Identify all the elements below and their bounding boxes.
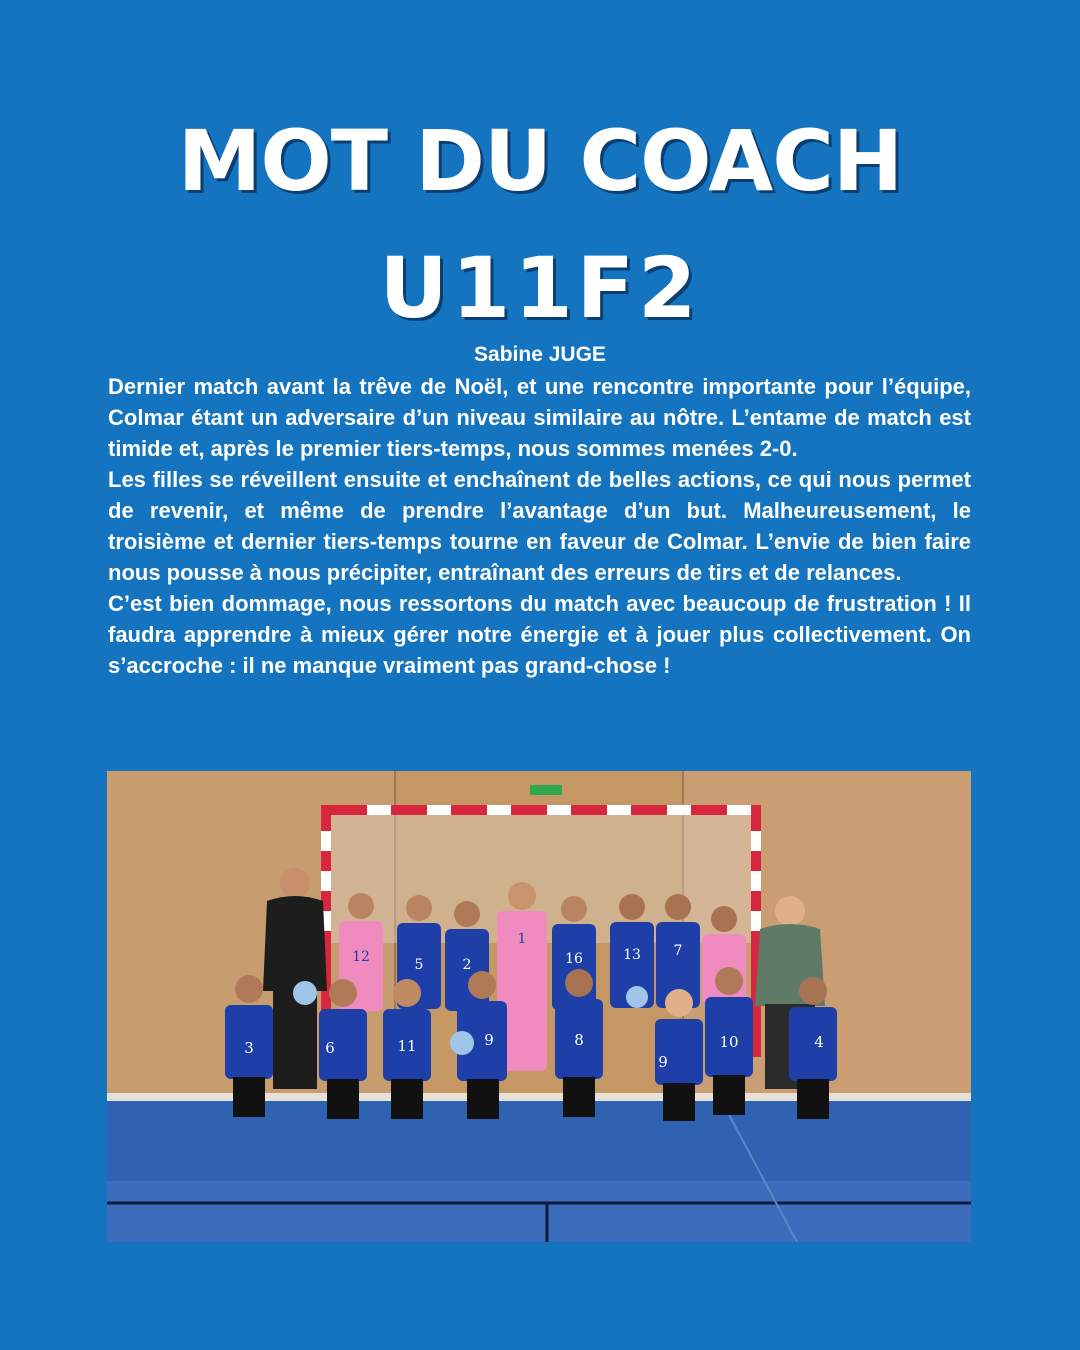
goal-stripe <box>751 911 761 931</box>
svg-text:6: 6 <box>325 1039 335 1057</box>
goal-stripe <box>751 871 761 891</box>
goal-stripe <box>321 831 331 851</box>
svg-text:4: 4 <box>814 1033 824 1051</box>
photo-floor-shade <box>107 1181 971 1242</box>
paragraph: Les filles se réveillent ensuite et enchaînent de belles actions, ce qui nous permet de revenir, et même de prendre l’avantage d’un but. Malheureusement, le troisième et dernier tiers-temps tourne en faveur de Colmar. L’envie de bien faire nous pousse à nous précipiter, entraînant des erreurs de tirs et de relances. <box>108 467 971 585</box>
team-photo-illustration <box>107 771 971 1242</box>
goal-stripe <box>367 805 391 815</box>
handball <box>293 981 317 1005</box>
svg-text:9: 9 <box>484 1031 494 1049</box>
goal-stripe <box>427 805 451 815</box>
author-name: Sabine JUGE <box>474 343 606 366</box>
goal-stripe <box>487 805 511 815</box>
paragraph: C’est bien dommage, nous ressortons du match avec beaucoup de frustration ! Il faudra apprendre à mieux gérer notre énergie et à jouer plus collectivement. On s’accroche : il ne manque vraiment pas grand-chose ! <box>108 591 971 678</box>
goal-stripe <box>727 805 751 815</box>
goal-stripe <box>667 805 691 815</box>
svg-text:1: 1 <box>517 931 527 947</box>
goal-stripe <box>321 871 331 891</box>
svg-text:10: 10 <box>719 1033 739 1051</box>
svg-text:8: 8 <box>574 1031 584 1049</box>
svg-text:11: 11 <box>397 1037 417 1055</box>
svg-text:13: 13 <box>623 947 641 963</box>
handball <box>450 1031 474 1055</box>
article-body <box>108 371 971 681</box>
exit-sign <box>530 785 562 795</box>
svg-text:2: 2 <box>462 957 472 973</box>
svg-text:16: 16 <box>565 951 583 967</box>
paragraph: Dernier match avant la trêve de Noël, et une rencontre importante pour l’équipe, Colmar étant un adversaire d’un niveau similaire au nôtre. L’entame de match est timide et, après le premier tiers-temps, nous sommes menées 2-0. <box>108 374 971 461</box>
goal-stripe <box>751 831 761 851</box>
svg-text:9: 9 <box>658 1053 668 1071</box>
handball <box>626 986 648 1008</box>
page-title-line1: MOT DU COACH <box>177 112 903 210</box>
page-title-line2: U11F2 <box>379 239 701 337</box>
goal-stripe <box>547 805 571 815</box>
svg-text:7: 7 <box>673 943 683 959</box>
svg-text:5: 5 <box>414 957 424 973</box>
svg-text:3: 3 <box>244 1039 254 1057</box>
svg-text:12: 12 <box>352 949 370 965</box>
goal-stripe <box>607 805 631 815</box>
team-photo <box>107 771 971 1242</box>
